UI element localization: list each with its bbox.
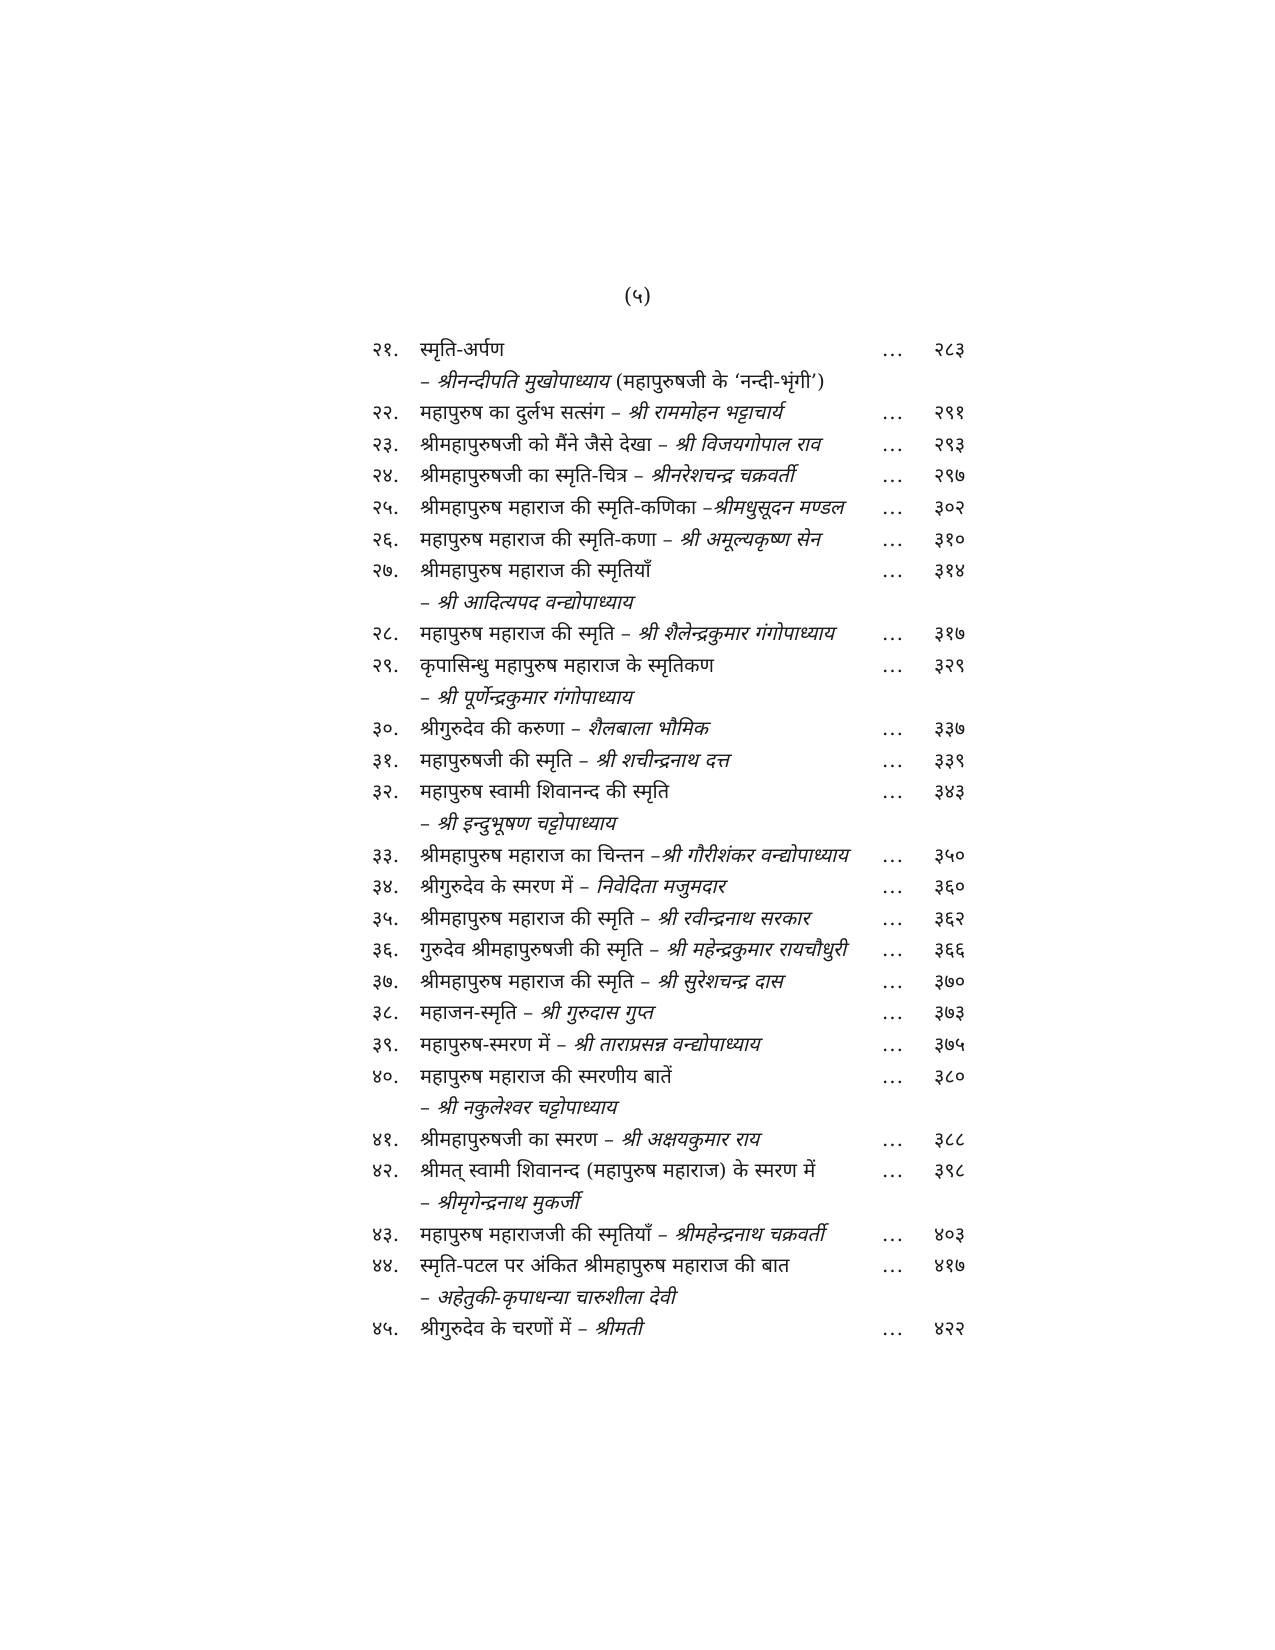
- dash: –: [420, 1190, 437, 1215]
- entry-page-number: ३८०: [934, 1063, 966, 1088]
- entry-number: ४३.: [372, 1221, 400, 1246]
- toc-author-line: [0, 808, 1275, 840]
- entry-note: (महापुरुषजी के ‘नन्दी-भृंगी’): [609, 368, 825, 393]
- toc-entry: [0, 713, 1275, 745]
- entry-title-line: [420, 840, 880, 872]
- entry-page-number: ३७३: [934, 1000, 966, 1025]
- leader-dots: ...: [881, 1000, 905, 1025]
- leader-dots: ...: [881, 494, 905, 519]
- entry-title-line: [420, 524, 880, 556]
- toc-entry: [0, 460, 1275, 492]
- leader-dots: ...: [881, 937, 905, 962]
- entry-page-number: ३३९: [934, 747, 966, 772]
- entry-author: श्री सुरेशचन्द्र दास: [656, 968, 783, 993]
- entry-author: श्री शैलेन्द्रकुमार गंगोपाध्याय: [637, 621, 835, 646]
- entry-author: श्रीमृगेन्द्रनाथ मुकर्जी: [436, 1190, 579, 1215]
- toc-entry: [0, 650, 1275, 682]
- leader-dots: ...: [881, 1158, 905, 1183]
- toc-entry: [0, 934, 1275, 966]
- entry-title: महापुरुष स्वामी शिवानन्द की स्मृति: [420, 779, 670, 804]
- leader-dots: ...: [881, 558, 905, 583]
- entry-page-number: ४०३: [934, 1221, 966, 1246]
- entry-author: श्री ताराप्रसन्न वन्द्योपाध्याय: [572, 1032, 760, 1057]
- entry-title: महापुरुष महाराजजी की स्मृतियाँ –: [420, 1221, 675, 1246]
- entry-page-number: ३६६: [934, 937, 966, 962]
- entry-title-line: [420, 776, 880, 808]
- toc-entry: [0, 1029, 1275, 1061]
- entry-number: ४५.: [372, 1316, 400, 1341]
- entry-number: ३६.: [372, 937, 400, 962]
- entry-title-line: [420, 650, 880, 682]
- entry-title-line: [420, 618, 880, 650]
- toc-entry: [0, 618, 1275, 650]
- entry-author: श्रीमहेन्द्रनाथ चक्रवर्ती: [674, 1221, 824, 1246]
- entry-title: श्रीमहापुरुष महाराज की स्मृति –: [420, 968, 657, 993]
- entry-title: श्रीमहापुरुषजी का स्मृति-चित्र –: [420, 463, 650, 488]
- toc-entry: [0, 871, 1275, 903]
- toc-entry: [0, 334, 1275, 366]
- toc-author-line: [0, 1187, 1275, 1219]
- entry-page-number: २८३: [934, 337, 966, 361]
- leader-dots: ...: [881, 1126, 905, 1151]
- entry-title-line: [420, 1155, 880, 1187]
- entry-number: ३८.: [372, 1000, 400, 1025]
- entry-title-line: [420, 429, 880, 461]
- toc-entry: [0, 1219, 1275, 1251]
- entry-title: श्रीमहापुरुषजी को मैंने जैसे देखा –: [420, 431, 675, 456]
- entry-author-line: [420, 682, 880, 714]
- toc-entry: [0, 429, 1275, 461]
- entry-title-line: [420, 745, 880, 777]
- entry-page-number: ३३७: [934, 716, 966, 741]
- entry-number: २८.: [372, 621, 400, 646]
- dash: –: [420, 368, 437, 393]
- toc-entry: [0, 492, 1275, 524]
- dash: –: [420, 810, 437, 835]
- entry-author: निवेदिता मजुमदार: [595, 874, 725, 899]
- toc-entry: [0, 745, 1275, 777]
- entry-title-line: [420, 934, 880, 966]
- entry-author: श्रीनरेशचन्द्र चक्रवर्ती: [649, 463, 794, 488]
- entry-number: २९.: [372, 652, 400, 677]
- entry-author-line: [420, 366, 880, 398]
- toc-entry: [0, 966, 1275, 998]
- entry-title: श्रीगुरुदेव के चरणों में –: [420, 1316, 594, 1341]
- entry-number: ४०.: [372, 1063, 400, 1088]
- leader-dots: ...: [881, 652, 905, 677]
- leader-dots: ...: [881, 968, 905, 993]
- entry-author: श्री पूर्णेन्द्रकुमार गंगोपाध्याय: [436, 684, 632, 709]
- entry-title: कृपासिन्धु महापुरुष महाराज के स्मृतिकण: [420, 652, 714, 677]
- entry-title-line: [420, 1313, 880, 1345]
- dash: –: [420, 1284, 437, 1309]
- entry-title: महापुरुषजी की स्मृति –: [420, 747, 595, 772]
- entry-page-number: ३९८: [934, 1158, 966, 1183]
- leader-dots: ...: [881, 337, 905, 361]
- entry-title: महापुरुष-स्मरण में –: [420, 1032, 573, 1057]
- entry-author-line: [420, 808, 880, 840]
- entry-number: २७.: [372, 558, 400, 583]
- toc-author-line: [0, 1282, 1275, 1314]
- entry-title-line: [420, 1124, 880, 1156]
- entry-number: ३४.: [372, 874, 400, 899]
- entry-number: २२.: [372, 400, 400, 425]
- entry-number: ३२.: [372, 779, 400, 804]
- toc-entry: [0, 903, 1275, 935]
- entry-author-line: [420, 1092, 880, 1124]
- entry-page-number: ३४३: [934, 779, 966, 804]
- entry-author: श्री महेन्द्रकुमार रायचौधुरी: [665, 937, 847, 962]
- entry-title-line: [420, 397, 880, 429]
- leader-dots: ...: [881, 747, 905, 772]
- entry-page-number: ३०२: [934, 494, 966, 519]
- toc-entry: [0, 1061, 1275, 1093]
- entry-number: ४१.: [372, 1126, 400, 1151]
- toc-entry: [0, 1155, 1275, 1187]
- entry-page-number: ३७०: [934, 968, 966, 993]
- entry-title: श्रीमहापुरुष महाराज की स्मृति-कणिका –: [420, 494, 713, 519]
- entry-page-number: ३८८: [934, 1126, 966, 1151]
- toc-entry: [0, 524, 1275, 556]
- entry-number: २१.: [372, 337, 400, 361]
- entry-author: श्री राममोहन भट्टाचार्य: [627, 400, 782, 425]
- entry-author: श्री अमूल्यकृष्ण सेन: [679, 526, 820, 551]
- entry-page-number: २९१: [934, 400, 966, 425]
- entry-title: महापुरुष का दुर्लभ सत्संग –: [420, 400, 628, 425]
- leader-dots: ...: [881, 1063, 905, 1088]
- leader-dots: ...: [881, 400, 905, 425]
- entry-page-number: ३२९: [934, 652, 966, 677]
- entry-title-line: [420, 460, 880, 492]
- entry-number: ३५.: [372, 905, 400, 930]
- entry-number: २३.: [372, 431, 400, 456]
- toc-author-line: [0, 366, 1275, 398]
- toc-author-line: [0, 587, 1275, 619]
- entry-page-number: ३७५: [934, 1032, 966, 1057]
- entry-number: ४२.: [372, 1158, 400, 1183]
- entry-title: महाजन-स्मृति –: [420, 1000, 540, 1025]
- entry-page-number: ३१०: [934, 526, 966, 551]
- entry-author: श्री आदित्यपद वन्द्योपाध्याय: [436, 589, 633, 614]
- leader-dots: ...: [881, 1316, 905, 1341]
- entry-author: श्री नकुलेश्वर चट्टोपाध्याय: [436, 1095, 617, 1120]
- dash: –: [420, 589, 437, 614]
- entry-title-line: [420, 903, 880, 935]
- toc-author-line: [0, 1092, 1275, 1124]
- entry-number: ३३.: [372, 842, 400, 867]
- entry-title: श्रीमत् स्वामी शिवानन्द (महापुरुष महाराज) के स्मरण में: [420, 1158, 816, 1183]
- entry-page-number: २९३: [934, 431, 966, 456]
- entry-title-line: [420, 1029, 880, 1061]
- entry-number: ४४.: [372, 1253, 400, 1278]
- entry-author: श्री अक्षयकुमार राय: [620, 1126, 760, 1151]
- leader-dots: ...: [881, 779, 905, 804]
- entry-title-line: [420, 492, 880, 524]
- leader-dots: ...: [881, 621, 905, 646]
- entry-author: श्रीमधुसूदन मण्डल: [712, 494, 844, 519]
- entry-author: श्री विजयगोपाल राव: [674, 431, 821, 456]
- entry-number: ३१.: [372, 747, 400, 772]
- entry-title: महापुरुष महाराज की स्मृति-कणा –: [420, 526, 680, 551]
- toc-entry: [0, 776, 1275, 808]
- leader-dots: ...: [881, 1032, 905, 1057]
- leader-dots: ...: [881, 842, 905, 867]
- toc-entry: [0, 1250, 1275, 1282]
- dash: –: [420, 1095, 437, 1120]
- entry-page-number: ३१४: [934, 558, 966, 583]
- entry-title: श्रीमहापुरुष महाराज की स्मृतियाँ: [420, 558, 651, 583]
- entry-title-line: [420, 966, 880, 998]
- entry-title-line: [420, 1219, 880, 1251]
- entry-author-line: [420, 1282, 880, 1314]
- entry-title: श्रीमहापुरुषजी का स्मरण –: [420, 1126, 621, 1151]
- entry-title-line: [420, 871, 880, 903]
- entry-page-number: ३६२: [934, 905, 966, 930]
- entry-page-number: ३६०: [934, 874, 966, 899]
- entry-page-number: ४१७: [934, 1253, 966, 1278]
- entry-title: श्रीगुरुदेव की करुणा –: [420, 716, 588, 741]
- entry-number: २४.: [372, 463, 400, 488]
- leader-dots: ...: [881, 874, 905, 899]
- entry-title: श्रीगुरुदेव के स्मरण में –: [420, 874, 596, 899]
- entry-author: श्री गौरीशंकर वन्द्योपाध्याय: [660, 842, 848, 867]
- entry-page-number: ४२२: [934, 1316, 966, 1341]
- table-of-contents: [0, 334, 1275, 1345]
- entry-title-line: [420, 1250, 880, 1282]
- toc-entry: [0, 840, 1275, 872]
- page-number: (५): [623, 284, 652, 308]
- entry-author: श्रीमती: [593, 1316, 642, 1341]
- toc-entry: [0, 1313, 1275, 1345]
- entry-title: स्मृति-अर्पण: [420, 337, 505, 361]
- entry-author: अहेतुकी-कृपाधन्या चारुशीला देवी: [436, 1284, 675, 1309]
- entry-title: श्रीमहापुरुष महाराज का चिन्तन –: [420, 842, 661, 867]
- entry-title-line: [420, 555, 880, 587]
- entry-number: २५.: [372, 494, 400, 519]
- entry-author-line: [420, 1187, 880, 1219]
- leader-dots: ...: [881, 526, 905, 551]
- entry-page-number: २९७: [934, 463, 966, 488]
- leader-dots: ...: [881, 1221, 905, 1246]
- entry-page-number: ३१७: [934, 621, 966, 646]
- entry-author: शैलबाला भौमिक: [587, 716, 708, 741]
- entry-title-line: [420, 713, 880, 745]
- entry-number: २६.: [372, 526, 400, 551]
- dash: –: [420, 684, 437, 709]
- entry-number: ३०.: [372, 716, 400, 741]
- entry-number: ३७.: [372, 968, 400, 993]
- entry-title: महापुरुष महाराज की स्मृति –: [420, 621, 638, 646]
- entry-title-line: [420, 997, 880, 1029]
- entry-author: श्रीनन्दीपति मुखोपाध्याय: [436, 368, 610, 393]
- leader-dots: ...: [881, 431, 905, 456]
- entry-author-line: [420, 587, 880, 619]
- leader-dots: ...: [881, 716, 905, 741]
- entry-title: श्रीमहापुरुष महाराज की स्मृति –: [420, 905, 657, 930]
- leader-dots: ...: [881, 463, 905, 488]
- entry-author: श्री इन्दुभूषण चट्टोपाध्याय: [436, 810, 616, 835]
- entry-title-line: [420, 334, 880, 366]
- entry-author: श्री रवीन्द्रनाथ सरकार: [656, 905, 810, 930]
- entry-number: ३९.: [372, 1032, 400, 1057]
- toc-entry: [0, 397, 1275, 429]
- entry-title: महापुरुष महाराज की स्मरणीय बातें: [420, 1063, 672, 1088]
- toc-author-line: [0, 682, 1275, 714]
- leader-dots: ...: [881, 1253, 905, 1278]
- entry-title: स्मृति-पटल पर अंकित श्रीमहापुरुष महाराज की बात: [420, 1253, 790, 1278]
- toc-entry: [0, 1124, 1275, 1156]
- entry-title-line: [420, 1061, 880, 1093]
- toc-entry: [0, 555, 1275, 587]
- entry-page-number: ३५०: [934, 842, 966, 867]
- entry-author: श्री शचीन्द्रनाथ दत्त: [594, 747, 729, 772]
- entry-title: गुरुदेव श्रीमहापुरुषजी की स्मृति –: [420, 937, 666, 962]
- entry-author: श्री गुरुदास गुप्त: [539, 1000, 653, 1025]
- leader-dots: ...: [881, 905, 905, 930]
- toc-entry: [0, 997, 1275, 1029]
